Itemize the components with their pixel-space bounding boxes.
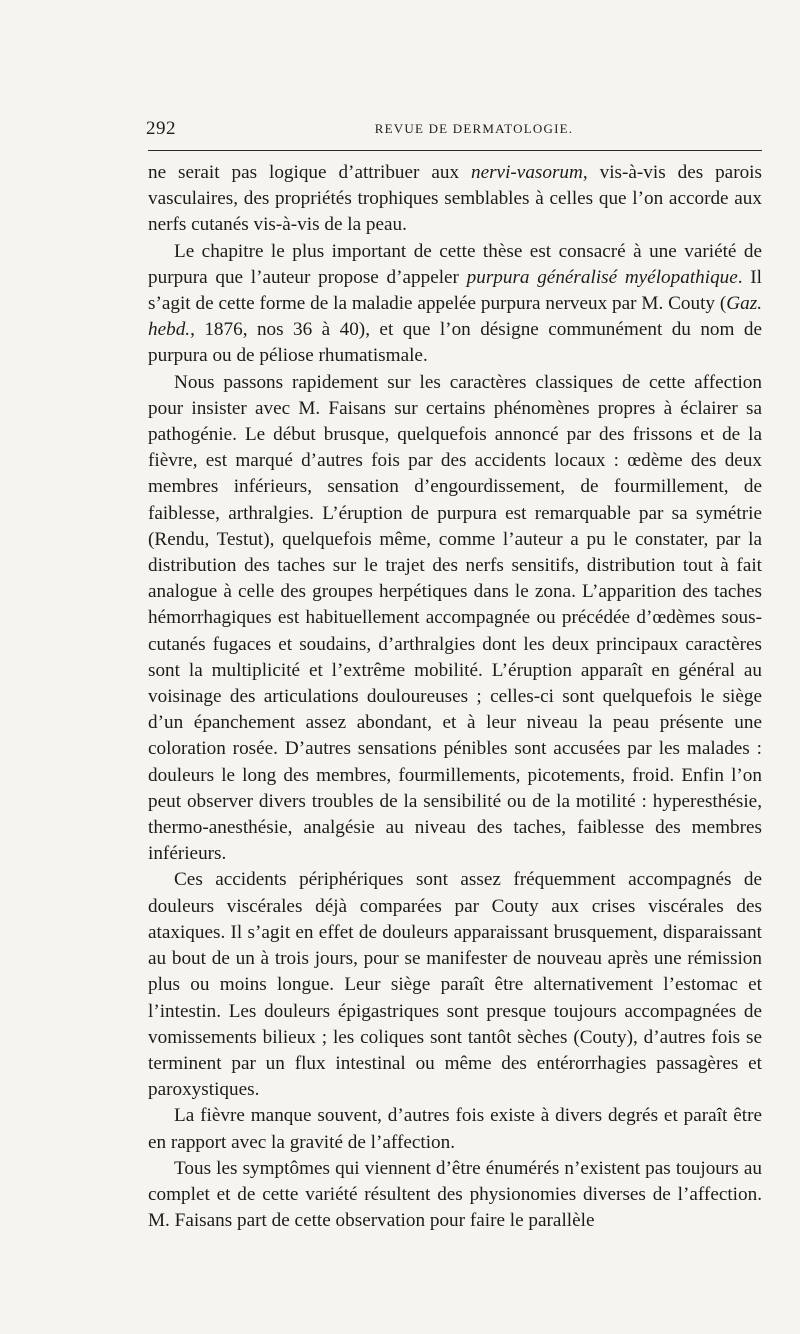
paragraph-1: ne serait pas logique d’attribuer aux nervi-vasorum, vis-à-vis des parois vasculaires, des propriétés trophiques semblables à celles que l’on accorde aux nerfs cutanés vis-à-vis de la peau.: [148, 162, 762, 236]
header-rule: [148, 150, 762, 151]
paragraph-2: Le chapitre le plus important de cette thèse est consacré à une variété de purpura que l’auteur propose d’appeler purpura généralisé myélopathique. Il s’agit de cette forme de la maladie appelée purpura nerveux par M. Couty (Gaz. hebd., 1876, nos 36 à 40), et que l’on désigne communément du nom de purpura ou de péliose rhumatismale.: [148, 240, 762, 367]
paragraph-6: Tous les symptômes qui viennent d’être énumérés n’existent pas toujours au complet et de cette variété résultent des physionomies diverses de l’affection. M. Faisans part de cette observation pour faire le parallèle: [148, 1157, 762, 1232]
running-head: REVUE DE DERMATOLOGIE.: [374, 121, 574, 136]
page-header: [146, 118, 762, 142]
body-text: [148, 160, 762, 1234]
page-number: 292: [146, 118, 176, 139]
paragraph-3: Nous passons rapidement sur les caractères classiques de cette affection pour insister avec M. Faisans sur certains phénomènes propres à éclairer sa pathogénie. Le début brusque, quelquefois annoncé par des frissons et de la fièvre, est marqué d’autres fois par des accidents locaux : œdème des deux membres inférieurs, sensation d’engourdissement, de fourmillement, de faiblesse, arthralgies. L’éruption de purpura est remarquable par sa symétrie (Rendu, Testut), quelquefois même, comme l’auteur a pu le constater, par la distribution des taches sur le trajet des nerfs sensitifs, distribution tout à fait analogue à celle des groupes herpétiques dans le zona. L’apparition des taches hémorrhagiques est habituellement accompagnée ou précédée d’œdèmes sous-cutanés fugaces et soudains, d’arthralgies dont les deux principaux caractères sont la multiplicité et l’extrême mobilité. L’éruption apparaît en général au voisinage des articulations douloureuses ; celles-ci sont quelquefois le siège d’un épanchement assez abondant, et à leur niveau la peau présente une coloration rosée. D’autres sensations pénibles sont accusées par les malades : douleurs le long des membres, fourmillements, picotements, froid. Enfin l’on peut observer divers troubles de la sensibilité ou de la motilité : hyperesthésie, thermo-anesthésie, analgésie au niveau des taches, faiblesse des membres inférieurs.: [148, 371, 762, 865]
paragraph-5: La fièvre manque souvent, d’autres fois existe à divers degrés et paraît être en rapport avec la gravité de l’affection.: [148, 1105, 762, 1153]
paragraph-4: Ces accidents périphériques sont assez fréquemment accompagnés de douleurs viscérales déjà comparées par Couty aux crises viscérales des ataxiques. Il s’agit en effet de douleurs apparaissant brusquement, disparaissant au bout de un à trois jours, pour se manifester de nouveau après une rémission plus ou moins longue. Leur siège paraît être alternativement l’estomac et l’intestin. Les douleurs épigastriques sont presque toujours accompagnées de vomissements bilieux ; les coliques sont tantôt sèches (Couty), d’autres fois se terminent par un flux intestinal ou même des entérorrhagies passagères et paroxystiques.: [148, 869, 762, 1101]
